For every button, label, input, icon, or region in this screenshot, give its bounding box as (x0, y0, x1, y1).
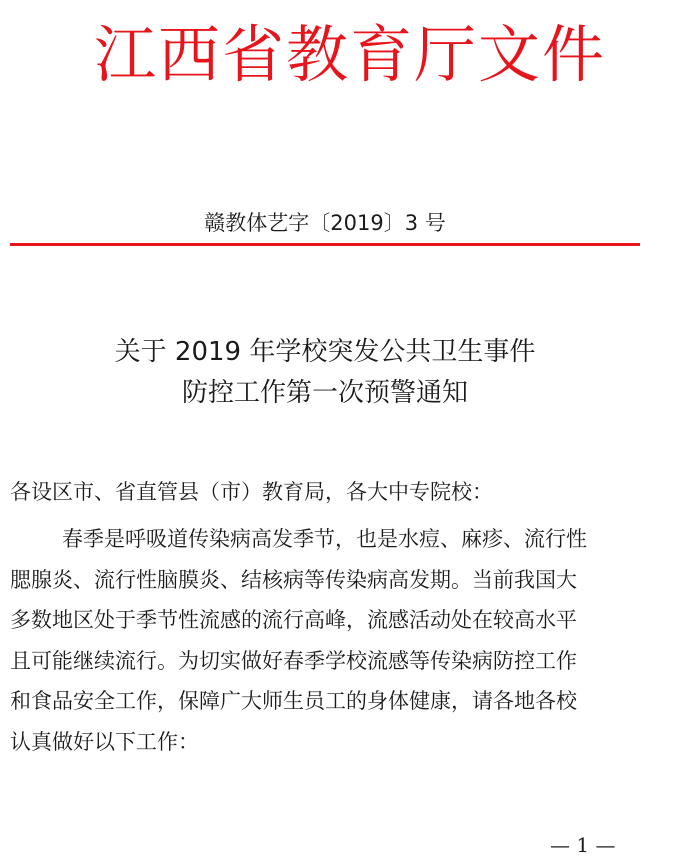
body-paragraph (10, 519, 640, 762)
notice-title-line-2: 防控工作第一次预警通知 (181, 378, 468, 408)
body-line: 腮腺炎、流行性脑膜炎、结核病等传染病高发期。当前我国大 (10, 567, 577, 592)
body-line: 和食品安全工作，保障广大师生员工的身体健康，请各地各校 (10, 689, 577, 713)
document-number: 赣教体艺字〔2019〕3 号 (204, 211, 446, 235)
body-line: 且可能继续流行。为切实做好春季学校流感等传染病防控工作 (10, 648, 577, 673)
notice-title-line-1: 关于 2019 年学校突发公共卫生事件 (114, 337, 536, 367)
document-masthead: 江西省教育厅文件 (93, 18, 606, 91)
salutation: 各设区市、省直管县（市）教育局，各大中专院校： (10, 480, 493, 504)
body-line: 认真做好以下工作： (10, 729, 199, 754)
red-divider-line (10, 243, 640, 246)
page-number: — 1 — (550, 833, 616, 857)
body-line: 春季是呼吸道传染病高发季节，也是水痘、麻疹、流行性 (62, 527, 587, 551)
body-line: 多数地区处于季节性流感的流行高峰，流感活动处在较高水平 (10, 608, 577, 632)
notice-title (0, 332, 650, 414)
